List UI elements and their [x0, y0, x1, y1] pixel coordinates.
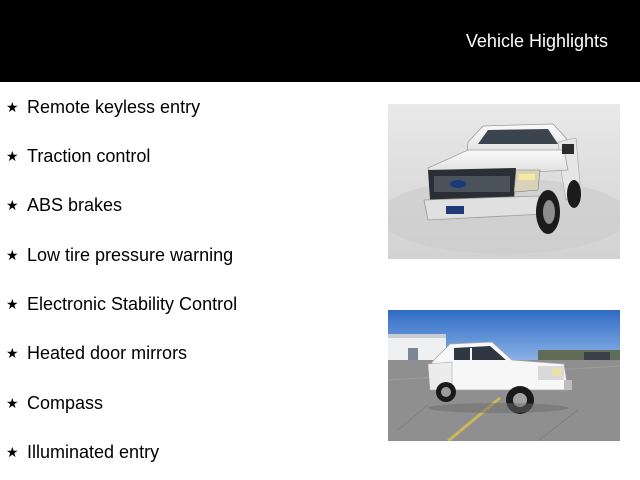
star-icon: ★ [6, 99, 19, 115]
feature-label: Compass [27, 393, 104, 413]
truck-front-image [388, 104, 620, 259]
feature-item [6, 341, 376, 365]
feature-item [6, 193, 376, 217]
truck-side-image [388, 310, 620, 441]
star-icon: ★ [6, 197, 19, 213]
vehicle-photo-side[interactable] [388, 310, 620, 441]
feature-label: Illuminated entry [27, 442, 160, 462]
feature-label: ABS brakes [27, 195, 123, 215]
star-icon: ★ [6, 395, 19, 411]
star-icon: ★ [6, 345, 19, 361]
star-icon: ★ [6, 247, 19, 263]
star-icon: ★ [6, 444, 19, 460]
feature-item [6, 243, 376, 267]
vehicle-photo-front[interactable] [388, 104, 620, 259]
feature-label: Remote keyless entry [27, 97, 201, 117]
feature-item [6, 292, 376, 316]
header-bar [0, 0, 640, 82]
feature-label: Traction control [27, 146, 151, 166]
feature-item [6, 144, 376, 168]
feature-label: Electronic Stability Control [27, 294, 238, 314]
star-icon: ★ [6, 148, 19, 164]
star-icon: ★ [6, 296, 19, 312]
feature-item [6, 391, 376, 415]
feature-item [6, 95, 376, 119]
page-title: Vehicle Highlights [465, 31, 608, 51]
feature-item [6, 440, 376, 464]
feature-label: Heated door mirrors [27, 343, 188, 363]
feature-label: Low tire pressure warning [27, 245, 234, 265]
